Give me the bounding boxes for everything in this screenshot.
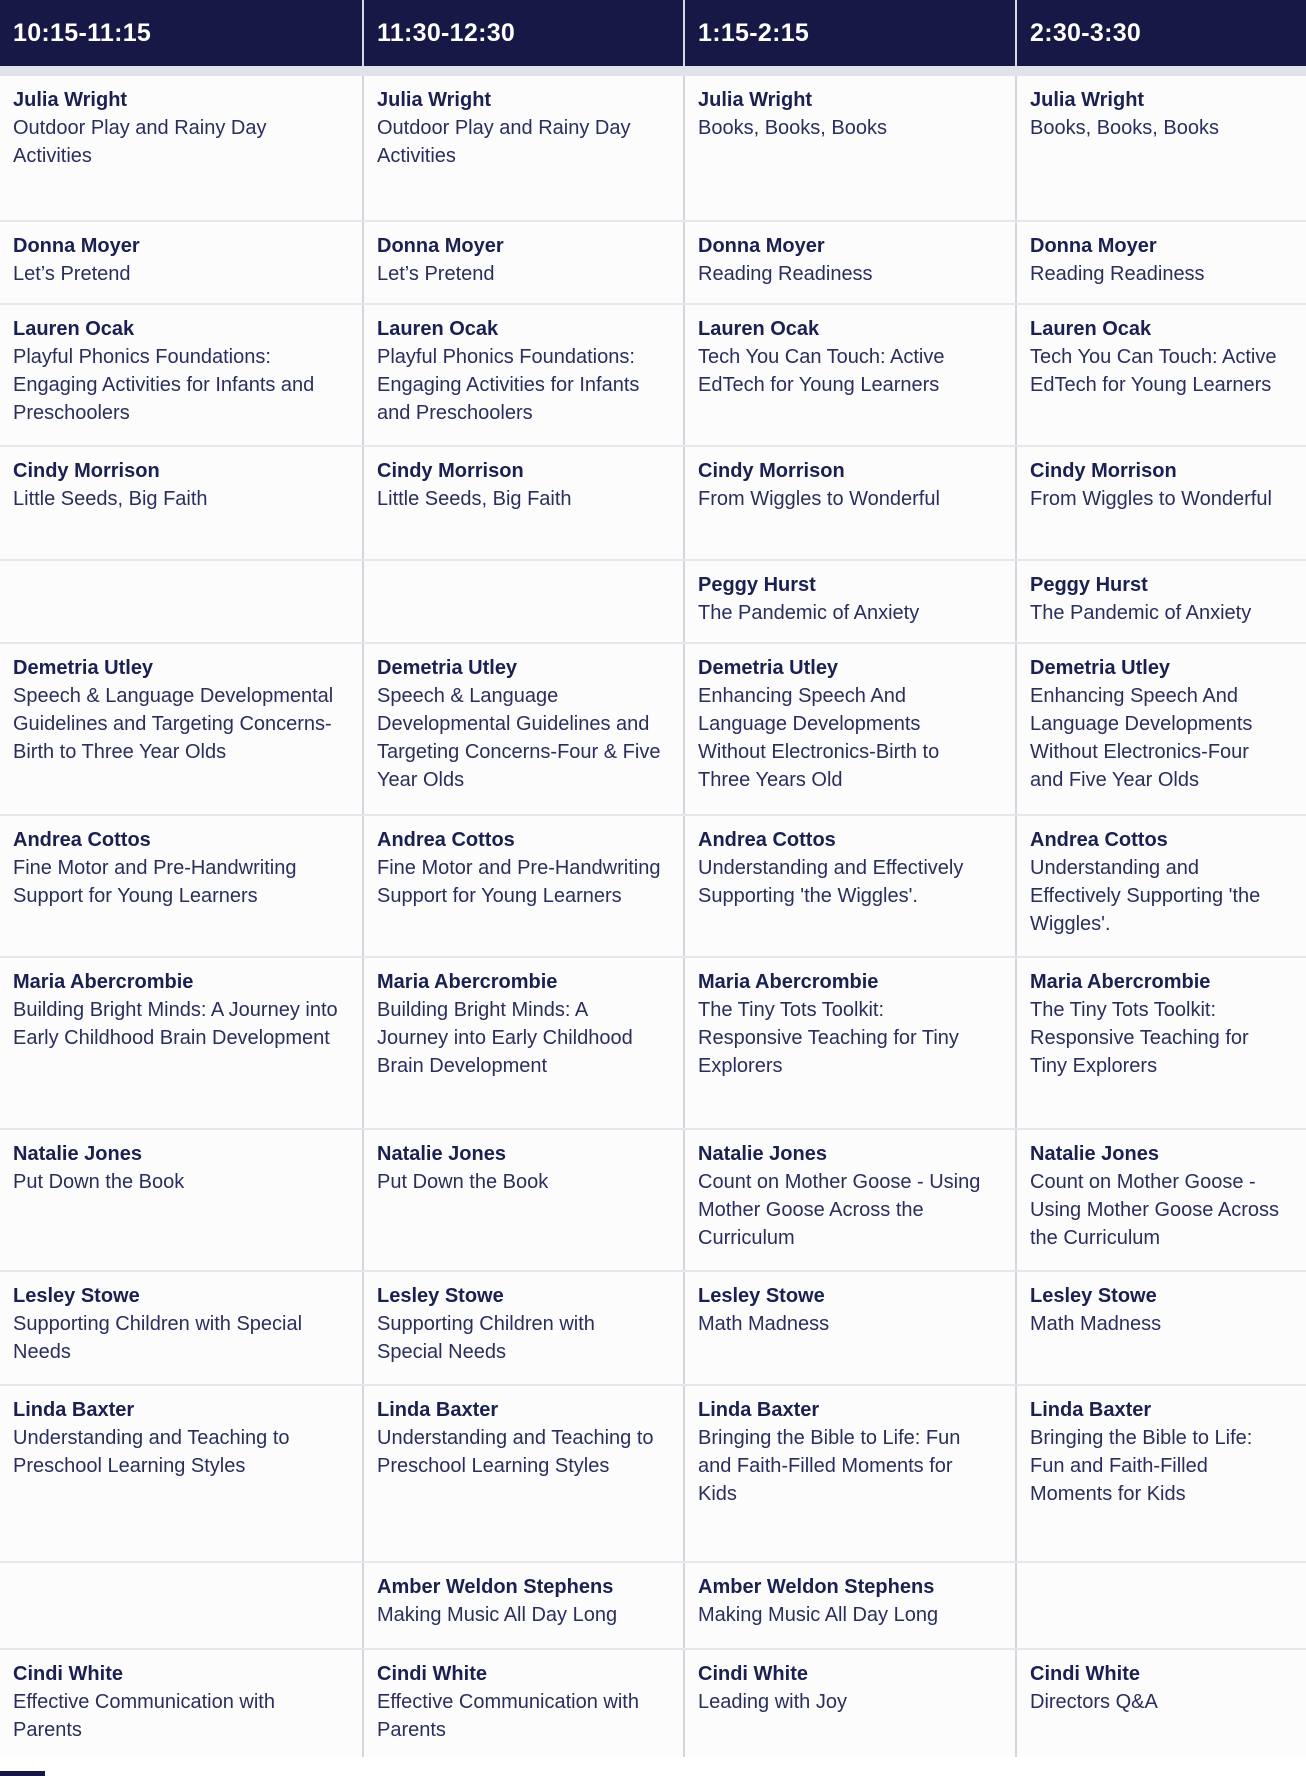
- session-title: Tech You Can Touch: Active EdTech for Young Learners: [698, 346, 945, 396]
- session-title: Math Madness: [1030, 1313, 1162, 1335]
- speaker-name: Maria Abercrombie: [377, 971, 558, 993]
- speaker-name: Andrea Cottos: [377, 829, 515, 851]
- session-title: Books, Books, Books: [1030, 117, 1219, 139]
- speaker-name: Lauren Ocak: [698, 318, 820, 340]
- schedule-cell: [685, 1650, 1017, 1757]
- time-slot-header: 10:15-11:15: [0, 0, 364, 66]
- speaker-name: Julia Wright: [698, 89, 813, 111]
- speaker-name: Donna Moyer: [698, 235, 825, 257]
- schedule-cell: [364, 76, 685, 220]
- session-title: Playful Phonics Foundations: Engaging Activities for Infants and Preschoolers: [377, 346, 640, 424]
- session-title: Reading Readiness: [698, 263, 873, 285]
- schedule-cell: [1017, 1272, 1306, 1384]
- speaker-name: Maria Abercrombie: [13, 971, 194, 993]
- session-title: Bringing the Bible to Life: Fun and Faith-Filled Moments for Kids: [1030, 1427, 1253, 1505]
- schedule-cell: [0, 76, 364, 220]
- schedule-body: [0, 76, 1306, 1757]
- speaker-name: Andrea Cottos: [1030, 829, 1168, 851]
- session-title: Building Bright Minds: A Journey into Early Childhood Brain Development: [377, 999, 633, 1077]
- schedule-cell: [364, 447, 685, 559]
- schedule-row: [0, 1561, 1306, 1648]
- session-title: Speech & Language Developmental Guidelines and Targeting Concerns-Birth to Three Year Olds: [13, 685, 334, 763]
- session-title: Making Music All Day Long: [698, 1604, 939, 1626]
- schedule-cell: [364, 1386, 685, 1561]
- speaker-name: Maria Abercrombie: [1030, 971, 1211, 993]
- session-title: Let’s Pretend: [13, 263, 131, 285]
- schedule-cell-empty: [364, 561, 685, 642]
- schedule-row: [0, 303, 1306, 445]
- schedule-row: [0, 445, 1306, 559]
- session-title: The Tiny Tots Toolkit: Responsive Teaching for Tiny Explorers: [1030, 999, 1249, 1077]
- schedule-header: [0, 0, 1306, 66]
- speaker-name: Natalie Jones: [13, 1143, 142, 1165]
- speaker-name: Donna Moyer: [377, 235, 504, 257]
- schedule-cell: [1017, 1130, 1306, 1270]
- schedule-cell: [364, 644, 685, 814]
- speaker-name: Lesley Stowe: [1030, 1285, 1157, 1307]
- time-slot-header: 1:15-2:15: [685, 0, 1017, 66]
- session-title: Reading Readiness: [1030, 263, 1205, 285]
- speaker-name: Donna Moyer: [13, 235, 140, 257]
- schedule-cell: [1017, 644, 1306, 814]
- schedule-cell: [364, 958, 685, 1128]
- speaker-name: Lauren Ocak: [13, 318, 135, 340]
- schedule-cell: [1017, 76, 1306, 220]
- speaker-name: Cindi White: [377, 1663, 487, 1685]
- speaker-name: Amber Weldon Stephens: [698, 1576, 935, 1598]
- session-title: Making Music All Day Long: [377, 1604, 618, 1626]
- session-title: Bringing the Bible to Life: Fun and Faith-Filled Moments for Kids: [698, 1427, 961, 1505]
- session-title: Put Down the Book: [13, 1171, 185, 1193]
- time-slot-header: 2:30-3:30: [1017, 0, 1306, 66]
- speaker-name: Natalie Jones: [698, 1143, 827, 1165]
- schedule-cell: [1017, 222, 1306, 303]
- schedule-row: [0, 559, 1306, 642]
- schedule-cell: [0, 305, 364, 445]
- session-title: Let’s Pretend: [377, 263, 495, 285]
- speaker-name: Cindy Morrison: [1030, 460, 1177, 482]
- session-title: Enhancing Speech And Language Developments Without Electronics-Four and Five Year Olds: [1030, 685, 1253, 791]
- schedule-cell: [685, 644, 1017, 814]
- speaker-name: Cindi White: [1030, 1663, 1140, 1685]
- session-title: Fine Motor and Pre-Handwriting Support for Young Learners: [377, 857, 661, 907]
- schedule-cell: [364, 305, 685, 445]
- schedule-cell: [685, 561, 1017, 642]
- speaker-name: Amber Weldon Stephens: [377, 1576, 614, 1598]
- session-title: The Pandemic of Anxiety: [698, 602, 920, 624]
- session-title: Speech & Language Developmental Guidelines and Targeting Concerns-Four & Five Year Olds: [377, 685, 661, 791]
- session-title: The Pandemic of Anxiety: [1030, 602, 1252, 624]
- schedule-cell: [1017, 1386, 1306, 1561]
- schedule-cell: [0, 816, 364, 956]
- session-title: Count on Mother Goose - Using Mother Goose Across the Curriculum: [698, 1171, 981, 1249]
- schedule-cell: [0, 1650, 364, 1757]
- speaker-name: Julia Wright: [13, 89, 128, 111]
- session-title: Supporting Children with Special Needs: [13, 1313, 303, 1363]
- speaker-name: Linda Baxter: [1030, 1399, 1152, 1421]
- schedule-cell: [685, 1563, 1017, 1648]
- session-title: Tech You Can Touch: Active EdTech for Young Learners: [1030, 346, 1277, 396]
- schedule-cell: [1017, 305, 1306, 445]
- speaker-name: Lesley Stowe: [698, 1285, 825, 1307]
- speaker-name: Demetria Utley: [377, 657, 518, 679]
- header-separator: [0, 66, 1306, 76]
- session-title: Building Bright Minds: A Journey into Early Childhood Brain Development: [13, 999, 338, 1049]
- session-title: Fine Motor and Pre-Handwriting Support for Young Learners: [13, 857, 297, 907]
- session-title: Books, Books, Books: [698, 117, 887, 139]
- schedule-cell: [0, 1130, 364, 1270]
- speaker-name: Linda Baxter: [698, 1399, 820, 1421]
- session-title: The Tiny Tots Toolkit: Responsive Teaching for Tiny Explorers: [698, 999, 959, 1077]
- speaker-name: Andrea Cottos: [698, 829, 836, 851]
- schedule-cell: [0, 222, 364, 303]
- schedule-cell: [685, 1130, 1017, 1270]
- schedule-cell-empty: [0, 561, 364, 642]
- session-title: Little Seeds, Big Faith: [377, 488, 572, 510]
- schedule-cell: [1017, 561, 1306, 642]
- speaker-name: Julia Wright: [1030, 89, 1145, 111]
- session-title: Understanding and Teaching to Preschool Learning Styles: [377, 1427, 654, 1477]
- speaker-name: Cindy Morrison: [13, 460, 160, 482]
- schedule-cell: [0, 447, 364, 559]
- schedule-cell: [1017, 1650, 1306, 1757]
- schedule-cell: [685, 447, 1017, 559]
- schedule-cell: [364, 1563, 685, 1648]
- speaker-name: Lauren Ocak: [1030, 318, 1152, 340]
- schedule-cell: [364, 816, 685, 956]
- speaker-name: Andrea Cottos: [13, 829, 151, 851]
- schedule-cell: [685, 76, 1017, 220]
- session-title: Supporting Children with Special Needs: [377, 1313, 595, 1363]
- schedule-cell: [685, 1386, 1017, 1561]
- schedule-cell: [685, 305, 1017, 445]
- schedule-cell: [0, 1272, 364, 1384]
- session-title: Understanding and Teaching to Preschool Learning Styles: [13, 1427, 290, 1477]
- session-title: Directors Q&A: [1030, 1691, 1158, 1713]
- schedule-cell: [364, 1272, 685, 1384]
- speaker-name: Demetria Utley: [13, 657, 154, 679]
- session-title: Outdoor Play and Rainy Day Activities: [377, 117, 631, 167]
- schedule-row: [0, 956, 1306, 1128]
- speaker-name: Cindi White: [698, 1663, 808, 1685]
- session-title: Outdoor Play and Rainy Day Activities: [13, 117, 267, 167]
- speaker-name: Donna Moyer: [1030, 235, 1157, 257]
- schedule-row: [0, 220, 1306, 303]
- speaker-name: Lauren Ocak: [377, 318, 499, 340]
- session-title: From Wiggles to Wonderful: [698, 488, 940, 510]
- speaker-name: Natalie Jones: [377, 1143, 506, 1165]
- schedule-row: [0, 642, 1306, 814]
- speaker-name: Linda Baxter: [13, 1399, 135, 1421]
- speaker-name: Linda Baxter: [377, 1399, 499, 1421]
- schedule-cell: [685, 222, 1017, 303]
- session-title: Count on Mother Goose - Using Mother Goose Across the Curriculum: [1030, 1171, 1279, 1249]
- schedule-cell: [364, 222, 685, 303]
- cutoff-navy-strip: [0, 1771, 45, 1776]
- speaker-name: Julia Wright: [377, 89, 492, 111]
- schedule-row: [0, 814, 1306, 956]
- session-title: From Wiggles to Wonderful: [1030, 488, 1272, 510]
- speaker-name: Natalie Jones: [1030, 1143, 1159, 1165]
- speaker-name: Cindy Morrison: [698, 460, 845, 482]
- speaker-name: Peggy Hurst: [698, 574, 816, 596]
- speaker-name: Maria Abercrombie: [698, 971, 879, 993]
- session-title: Math Madness: [698, 1313, 830, 1335]
- session-title: Playful Phonics Foundations: Engaging Activities for Infants and Preschoolers: [13, 346, 315, 424]
- schedule-cell: [0, 644, 364, 814]
- speaker-name: Cindy Morrison: [377, 460, 524, 482]
- schedule-row: [0, 76, 1306, 220]
- session-title: Enhancing Speech And Language Developments Without Electronics-Birth to Three Years Old: [698, 685, 940, 791]
- speaker-name: Peggy Hurst: [1030, 574, 1148, 596]
- speaker-name: Lesley Stowe: [377, 1285, 504, 1307]
- schedule-cell: [1017, 816, 1306, 956]
- session-title: Effective Communication with Parents: [13, 1691, 275, 1741]
- schedule-cell: [685, 1272, 1017, 1384]
- schedule-cell: [1017, 447, 1306, 559]
- session-title: Understanding and Effectively Supporting 'the Wiggles'.: [698, 857, 964, 907]
- schedule-row: [0, 1270, 1306, 1384]
- schedule-cell: [364, 1130, 685, 1270]
- schedule-cell: [685, 958, 1017, 1128]
- speaker-name: Lesley Stowe: [13, 1285, 140, 1307]
- session-title: Little Seeds, Big Faith: [13, 488, 208, 510]
- schedule-cell-empty: [1017, 1563, 1306, 1648]
- schedule-row: [0, 1128, 1306, 1270]
- schedule-row: [0, 1384, 1306, 1561]
- schedule-cell: [0, 958, 364, 1128]
- session-title: Effective Communication with Parents: [377, 1691, 639, 1741]
- speaker-name: Demetria Utley: [1030, 657, 1171, 679]
- schedule-row: [0, 1648, 1306, 1757]
- schedule-cell: [0, 1386, 364, 1561]
- speaker-name: Cindi White: [13, 1663, 123, 1685]
- schedule-cell: [364, 1650, 685, 1757]
- schedule-cell-empty: [0, 1563, 364, 1648]
- speaker-name: Demetria Utley: [698, 657, 839, 679]
- schedule-cell: [685, 816, 1017, 956]
- session-title: Leading with Joy: [698, 1691, 847, 1713]
- session-title: Put Down the Book: [377, 1171, 549, 1193]
- session-title: Understanding and Effectively Supporting 'the Wiggles'.: [1030, 857, 1261, 935]
- schedule-cell: [1017, 958, 1306, 1128]
- time-slot-header: 11:30-12:30: [364, 0, 685, 66]
